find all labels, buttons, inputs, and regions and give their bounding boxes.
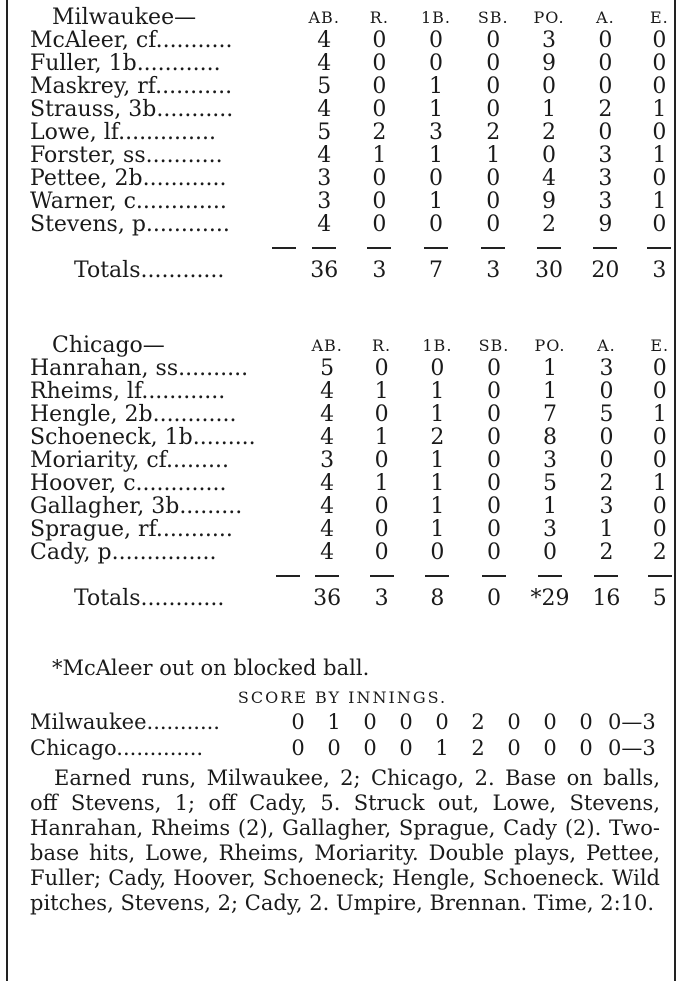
stat-cell: 1	[430, 379, 445, 404]
rule-row	[30, 236, 685, 259]
stat-cell: 0	[486, 74, 501, 99]
stat-cell: 8	[542, 425, 557, 450]
player-row	[30, 144, 685, 167]
total-cell: 5	[652, 586, 667, 611]
totals-row	[30, 259, 685, 282]
stat-cell: 2	[542, 212, 557, 237]
stat-cell: 3	[428, 120, 443, 145]
player-name: Forster, ss...........	[30, 143, 223, 168]
stat-cell: 0	[599, 448, 614, 473]
inning-runs: 0	[579, 710, 593, 734]
player-row	[30, 541, 685, 564]
stat-cell: 1	[372, 143, 387, 168]
stat-cell: 9	[542, 51, 557, 76]
stat-cell: 1	[374, 471, 389, 496]
column-header: SB.	[477, 8, 509, 27]
final-score: 0—3	[608, 736, 656, 760]
column-header: R.	[372, 336, 392, 355]
stat-cell: 3	[598, 166, 613, 191]
player-name: Pettee, 2b............	[30, 166, 227, 191]
stat-cell: 4	[317, 212, 332, 237]
stat-cell: 3	[598, 143, 613, 168]
stat-cell: 2	[430, 425, 445, 450]
stat-cell: 0	[486, 471, 501, 496]
column-header: A.	[596, 8, 615, 27]
stat-cell: 0	[486, 517, 501, 542]
innings-row-milwaukee	[30, 710, 664, 734]
stat-cell: 0	[486, 189, 501, 214]
stat-cell: 3	[542, 517, 557, 542]
stat-cell: 1	[652, 143, 667, 168]
stat-cell: 1	[486, 143, 501, 168]
total-cell: 36	[313, 586, 342, 611]
column-header: PO.	[534, 336, 566, 355]
stat-cell: 4	[320, 517, 335, 542]
stat-cell: 2	[599, 471, 614, 496]
player-row	[30, 29, 685, 52]
stat-cell: 2	[486, 120, 501, 145]
column-header: SB.	[478, 336, 510, 355]
stat-cell: 9	[598, 212, 613, 237]
stat-cell: 0	[652, 51, 667, 76]
inning-runs: 0	[435, 710, 449, 734]
stat-cell: 0	[372, 166, 387, 191]
player-name: Warner, c.............	[30, 189, 227, 214]
stat-cell: 4	[320, 494, 335, 519]
stat-cell: 0	[652, 517, 667, 542]
inning-runs: 0	[291, 736, 305, 760]
stat-cell: 0	[428, 212, 443, 237]
stat-cell: 0	[486, 540, 501, 565]
player-name: Hanrahan, ss..........	[30, 356, 249, 381]
stat-cell: 3	[599, 356, 614, 381]
column-header: E.	[649, 8, 669, 27]
stat-cell: 1	[430, 494, 445, 519]
game-summary	[30, 766, 660, 916]
stat-cell: 1	[428, 74, 443, 99]
rule-dash	[465, 236, 521, 259]
player-row	[30, 403, 685, 426]
stat-cell: 1	[542, 97, 557, 122]
rule-dash	[352, 236, 406, 259]
innings-row-chicago	[30, 736, 664, 760]
stat-cell: 0	[652, 120, 667, 145]
stat-cell: 0	[486, 402, 501, 427]
stat-cell: 0	[486, 28, 501, 53]
total-cell: 3	[374, 586, 389, 611]
inning-runs: 0	[291, 710, 305, 734]
totals-label: Totals............	[74, 586, 225, 611]
stat-cell: 5	[320, 356, 335, 381]
stat-cell: 1	[652, 471, 667, 496]
stat-cell: 3	[320, 448, 335, 473]
stat-cell: 1	[430, 448, 445, 473]
inning-runs: 1	[435, 736, 449, 760]
stat-cell: 0	[374, 448, 389, 473]
total-cell: *29	[530, 586, 570, 611]
stat-cell: 0	[486, 425, 501, 450]
rule-dash	[578, 564, 634, 587]
player-name: Stevens, p............	[30, 212, 230, 237]
inning-runs: 0	[543, 710, 557, 734]
inning-runs: 0	[507, 736, 521, 760]
total-cell: 30	[535, 258, 564, 283]
stat-cell: 0	[486, 356, 501, 381]
stat-cell: 0	[372, 51, 387, 76]
column-header: R.	[369, 8, 389, 27]
column-header: E.	[650, 336, 670, 355]
column-header: 1B.	[422, 336, 453, 355]
stat-cell: 2	[598, 97, 613, 122]
stat-cell: 0	[486, 494, 501, 519]
stat-cell: 0	[652, 28, 667, 53]
stat-cell: 4	[320, 471, 335, 496]
stat-cell: 0	[372, 97, 387, 122]
chicago-box-score	[30, 334, 685, 610]
player-name: Rheims, lf............	[30, 379, 226, 404]
column-header: AB.	[308, 8, 340, 27]
stat-cell: 4	[320, 402, 335, 427]
stat-cell: 0	[599, 425, 614, 450]
final-score: 0—3	[608, 710, 656, 734]
stat-cell: 1	[652, 402, 667, 427]
column-header: 1B.	[420, 8, 451, 27]
stat-cell: 0	[542, 540, 557, 565]
stat-cell: 2	[542, 120, 557, 145]
player-row	[30, 426, 685, 449]
total-cell: 3	[486, 258, 501, 283]
stat-cell: 0	[598, 28, 613, 53]
inning-runs: 0	[399, 710, 413, 734]
stat-cell: 0	[374, 356, 389, 381]
stat-cell: 0	[652, 379, 667, 404]
innings-title: SCORE BY INNINGS.	[237, 688, 448, 707]
stat-cell: 0	[599, 379, 614, 404]
footnote: *McAleer out on blocked ball.	[52, 656, 370, 680]
inning-runs: 2	[471, 710, 485, 734]
column-header: A.	[597, 336, 616, 355]
player-name: Lowe, lf..............	[30, 120, 216, 145]
stat-cell: 3	[598, 189, 613, 214]
inning-runs: 1	[327, 710, 341, 734]
stat-cell: 3	[542, 448, 557, 473]
stat-cell: 1	[428, 189, 443, 214]
stat-cell: 0	[652, 212, 667, 237]
stat-cell: 0	[652, 74, 667, 99]
player-name: Fuller, 1b............	[30, 51, 221, 76]
stat-cell: 1	[599, 517, 614, 542]
stat-cell: 0	[486, 166, 501, 191]
column-header: AB.	[311, 336, 343, 355]
stat-cell: 0	[652, 494, 667, 519]
total-cell: 3	[652, 258, 667, 283]
stat-cell: 0	[430, 356, 445, 381]
rule-dash	[522, 564, 579, 587]
milwaukee-box-score	[30, 6, 685, 282]
inning-runs: 0	[363, 710, 377, 734]
player-name: Sprague, rf...........	[30, 517, 233, 542]
inning-runs: 0	[579, 736, 593, 760]
player-row	[30, 472, 685, 495]
stat-cell: 3	[317, 189, 332, 214]
total-cell: 7	[428, 258, 443, 283]
stat-cell: 0	[430, 540, 445, 565]
stat-cell: 0	[542, 143, 557, 168]
stat-cell: 4	[320, 379, 335, 404]
header-row	[30, 6, 685, 29]
total-cell: 36	[310, 258, 339, 283]
player-row	[30, 357, 685, 380]
stat-cell: 1	[430, 471, 445, 496]
total-cell: 8	[430, 586, 445, 611]
stat-cell: 5	[317, 120, 332, 145]
stat-cell: 5	[599, 402, 614, 427]
stat-cell: 0	[372, 189, 387, 214]
player-row	[30, 495, 685, 518]
player-row	[30, 167, 685, 190]
stat-cell: 1	[542, 356, 557, 381]
stat-cell: 4	[317, 143, 332, 168]
stat-cell: 4	[317, 28, 332, 53]
stat-cell: 0	[374, 517, 389, 542]
stat-cell: 3	[542, 28, 557, 53]
stat-cell: 0	[374, 540, 389, 565]
stat-cell: 1	[430, 402, 445, 427]
stat-cell: 1	[374, 425, 389, 450]
stat-cell: 2	[372, 120, 387, 145]
stat-cell: 5	[542, 471, 557, 496]
player-name: Cady, p...............	[30, 540, 217, 565]
stat-cell: 9	[542, 189, 557, 214]
rule-dash	[466, 564, 521, 587]
total-cell: 3	[372, 258, 387, 283]
rule-dash	[577, 236, 634, 259]
player-name: Schoeneck, 1b.........	[30, 425, 256, 450]
stat-cell: 5	[317, 74, 332, 99]
stat-cell: 4	[320, 540, 335, 565]
stat-cell: 0	[374, 402, 389, 427]
stat-cell: 0	[652, 166, 667, 191]
total-cell: 20	[591, 258, 620, 283]
rule-row	[30, 564, 685, 587]
stat-cell: 0	[486, 97, 501, 122]
stat-cell: 7	[542, 402, 557, 427]
stat-cell: 2	[599, 540, 614, 565]
rule-dash	[296, 236, 352, 259]
inning-runs: 0	[543, 736, 557, 760]
column-header: PO.	[533, 8, 565, 27]
innings-team: Milwaukee...........	[30, 710, 220, 734]
stat-cell: 1	[652, 97, 667, 122]
inning-runs: 0	[363, 736, 377, 760]
total-cell: 0	[486, 586, 501, 611]
stat-cell: 3	[599, 494, 614, 519]
rule-dash	[521, 236, 577, 259]
stat-cell: 1	[374, 379, 389, 404]
stat-cell: 0	[428, 166, 443, 191]
rule-dash	[300, 564, 355, 587]
player-row	[30, 213, 685, 236]
stat-cell: 0	[486, 448, 501, 473]
total-cell: 16	[592, 586, 621, 611]
team-label: Milwaukee—	[52, 5, 197, 30]
header-row	[30, 334, 685, 357]
rule-dash	[407, 236, 466, 259]
totals-label: Totals............	[74, 258, 225, 283]
player-row	[30, 190, 685, 213]
stat-cell: 4	[542, 166, 557, 191]
player-row	[30, 121, 685, 144]
player-name: Gallagher, 3b.........	[30, 494, 243, 519]
stat-cell: 0	[542, 74, 557, 99]
player-name: Maskrey, rf...........	[30, 74, 233, 99]
stat-cell: 1	[542, 494, 557, 519]
stat-cell: 1	[542, 379, 557, 404]
player-row	[30, 380, 685, 403]
player-row	[30, 518, 685, 541]
inning-runs: 0	[507, 710, 521, 734]
stat-cell: 0	[372, 212, 387, 237]
player-name: Hengle, 2b............	[30, 402, 237, 427]
player-row	[30, 449, 685, 472]
stat-cell: 0	[652, 425, 667, 450]
rule-dash	[355, 564, 409, 587]
totals-row	[30, 587, 685, 610]
stat-cell: 1	[652, 189, 667, 214]
stat-cell: 1	[428, 143, 443, 168]
player-name: McAleer, cf...........	[30, 28, 233, 53]
stat-cell: 4	[317, 97, 332, 122]
rule-dash	[408, 564, 466, 587]
stat-cell: 1	[428, 97, 443, 122]
stat-cell: 0	[372, 28, 387, 53]
stat-cell: 0	[652, 448, 667, 473]
rule-dash	[634, 564, 685, 587]
inning-runs: 0	[399, 736, 413, 760]
stat-cell: 4	[317, 51, 332, 76]
player-name: Strauss, 3b...........	[30, 97, 234, 122]
player-row	[30, 75, 685, 98]
player-row	[30, 52, 685, 75]
stat-cell: 0	[372, 74, 387, 99]
player-name: Hoover, c.............	[30, 471, 227, 496]
inning-runs: 0	[327, 736, 341, 760]
stat-cell: 3	[317, 166, 332, 191]
stat-cell: 0	[652, 356, 667, 381]
stat-cell: 1	[430, 517, 445, 542]
stat-cell: 0	[486, 379, 501, 404]
stat-cell: 0	[598, 51, 613, 76]
stat-cell: 0	[598, 120, 613, 145]
player-row	[30, 98, 685, 121]
summary-text: Earned runs, Milwaukee, 2; Chicago, 2. Base on balls, off Stevens, 1; off Cady, 5. Struck out, Lowe, Stevens, Hanrahan, Rheims (2), Gallagher, Sprague, Cady (2). Two-base hits, Lowe, Rheims, Moriarity. Double plays, Pettee, Fuller; Cady, Hoover, Schoeneck; Hengle, Schoeneck. Wild pitches, Stevens, 2; Cady, 2. Umpire, Brennan. Time, 2:10.	[30, 766, 660, 915]
stat-cell: 4	[320, 425, 335, 450]
team-label: Chicago—	[52, 333, 165, 358]
inning-runs: 2	[471, 736, 485, 760]
rule-dash	[634, 236, 685, 259]
player-name: Moriarity, cf.........	[30, 448, 229, 473]
stat-cell: 0	[428, 28, 443, 53]
stat-cell: 0	[374, 494, 389, 519]
stat-cell: 0	[598, 74, 613, 99]
stat-cell: 2	[652, 540, 667, 565]
stat-cell: 0	[486, 51, 501, 76]
stat-cell: 0	[486, 212, 501, 237]
stat-cell: 0	[428, 51, 443, 76]
innings-team: Chicago.............	[30, 736, 204, 760]
